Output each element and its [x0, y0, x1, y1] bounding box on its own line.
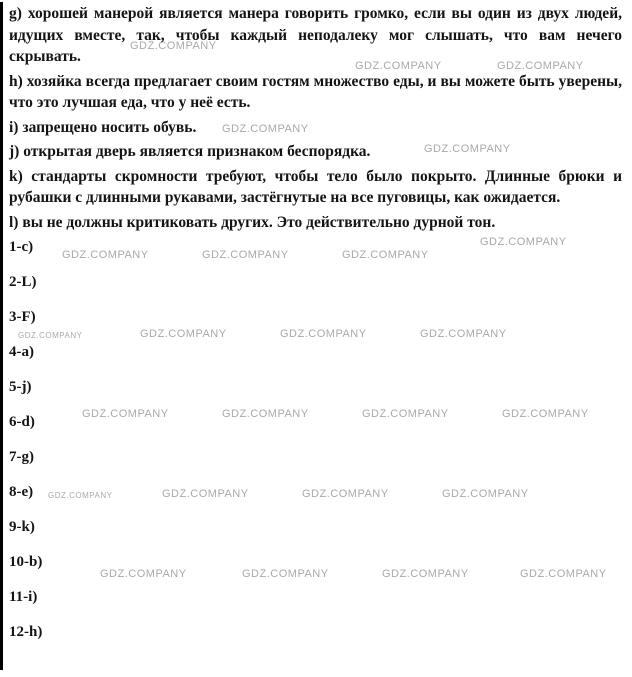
watermark-text: GDZ.COMPANY [362, 408, 449, 420]
answer-item: 8-e) [9, 484, 34, 500]
watermark-text: GDZ.COMPANY [502, 408, 589, 420]
watermark-text: GDZ.COMPANY [480, 236, 567, 248]
paragraph-label: h) [9, 72, 23, 90]
answer-item: 3-F) [9, 309, 36, 325]
answer-item: 5-j) [9, 379, 32, 395]
paragraph-text: открытая дверь является признаком беспорядка. [23, 143, 371, 160]
watermark-text: GDZ.COMPANY [342, 249, 429, 261]
watermark-text: GDZ.COMPANY [162, 488, 249, 500]
watermark-text: GDZ.COMPANY [48, 491, 113, 500]
answer-item: 12-h) [9, 624, 43, 640]
answer-item: 7-g) [9, 449, 34, 465]
paragraph-j [9, 141, 622, 163]
watermark-text: GDZ.COMPANY [302, 488, 389, 500]
watermark-text: GDZ.COMPANY [242, 568, 329, 580]
watermark-text: GDZ.COMPANY [520, 568, 607, 580]
answer-item: 4-a) [9, 344, 34, 360]
scan-edge-line [0, 2, 3, 670]
watermark-text: GDZ.COMPANY [442, 488, 529, 500]
answer-item: 11-i) [9, 589, 38, 605]
watermark-text: GDZ.COMPANY [62, 249, 149, 261]
paragraph-text: хорошей манерой является манера говорить громко, если вы один из двух людей, идущих вместе, так, чтобы каждый неподалеку мог слышать, что вам нечего скрывать. [9, 5, 622, 65]
watermark-text: GDZ.COMPANY [18, 331, 83, 340]
paragraph-label: i) [9, 118, 19, 136]
watermark-text: GDZ.COMPANY [202, 249, 289, 261]
answer-item: 10-b) [9, 554, 43, 570]
paragraph-l [9, 212, 622, 234]
watermark-text: GDZ.COMPANY [140, 328, 227, 340]
paragraph-g [9, 3, 622, 68]
watermark-text: GDZ.COMPANY [355, 60, 442, 72]
watermark-text: GDZ.COMPANY [280, 328, 367, 340]
answer-item: 6-d) [9, 414, 35, 430]
watermark-text: GDZ.COMPANY [497, 60, 584, 72]
watermark-text: GDZ.COMPANY [130, 40, 217, 52]
paragraph-text: запрещено носить обувь. [22, 118, 197, 136]
paragraph-label: l) [9, 213, 19, 231]
paragraph-i [9, 117, 622, 139]
paragraph-label: k) [9, 167, 23, 185]
paragraph-h [9, 71, 622, 114]
answer-item: 2-L) [9, 274, 37, 290]
watermark-text: GDZ.COMPANY [82, 408, 169, 420]
watermark-text: GDZ.COMPANY [424, 143, 511, 155]
paragraph-text: стандарты скромности требуют, чтобы тело было покрыто. Длинные брюки и рубашки с длинными рукавами, застёгнутые на все пуговицы, как ожидается. [9, 167, 623, 206]
watermark-text: GDZ.COMPANY [100, 568, 187, 580]
watermark-text: GDZ.COMPANY [222, 408, 309, 420]
answers-list [9, 237, 622, 642]
paragraph-text: вы не должны критиковать других. Это действительно дурной тон. [22, 213, 496, 231]
watermark-text: GDZ.COMPANY [382, 568, 469, 580]
paragraph-k [9, 166, 622, 209]
answer-item: 1-c) [9, 239, 34, 255]
paragraph-label: g) [9, 5, 22, 22]
paragraph-text: хозяйка всегда предлагает своим гостям множество еды, и вы можете быть уверены, что это лучшая еда, что у неё есть. [9, 72, 622, 111]
answer-item: 9-k) [9, 519, 35, 535]
paragraph-label: j) [9, 143, 20, 160]
watermark-text: GDZ.COMPANY [420, 328, 507, 340]
watermark-text: GDZ.COMPANY [222, 123, 309, 135]
